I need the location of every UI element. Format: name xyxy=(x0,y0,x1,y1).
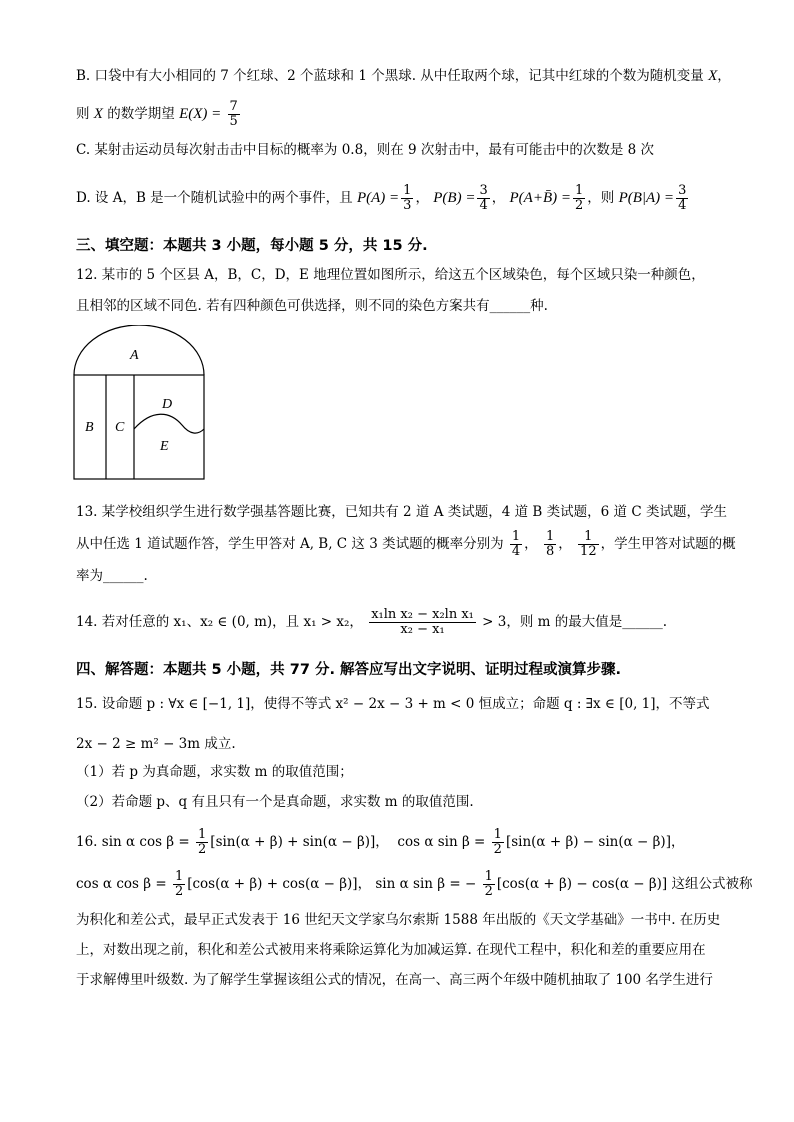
region-label-c: C xyxy=(115,420,125,435)
section-4-heading: 四、解答题：本题共 5 小题，共 77 分. 解答应写出文字说明、证明过程或演算步骤. xyxy=(76,662,622,678)
q16-formula-line2: cos α cos β = $\frac{1}{2}$ [cos(α + β) + cos(α − β)]， sin α sin β = − $\frac{1}{2}$ [cos(α + β) − cos(α − β)] 这组公式被称 xyxy=(76,869,753,899)
region-label-a: A xyxy=(130,348,139,363)
q12-line2: 且相邻的区域不同色. 若有四种颜色可供选择，则不同的染色方案共有______种. xyxy=(76,298,548,314)
option-c: C. 某射击运动员每次射击击中目标的概率为 0.8，则在 9 次射击中，最有可能击中的次数是 8 次 xyxy=(76,142,655,158)
q15-line1: 15. 设命题 p : ∀x ∈ [−1, 1]，使得不等式 x² − 2x − 3 + m < 0 恒成立；命题 q : ∃x ∈ [0, 1]，不等式 xyxy=(76,696,710,712)
q14: 14. 若对任意的 x₁、x₂ ∈ (0, m)，且 x₁ > x₂， $\frac{\text{x₁ln x₂ − x₂ln x₁}}{\text{x₂ − x₁}}$ > 3，则 m 的最大值是______. xyxy=(76,607,668,637)
region-label-b: B xyxy=(85,420,94,435)
q13-line2: 从中任选 1 道试题作答，学生甲答对 A, B, C 这 3 类试题的概率分别为 $\frac{1}{4}$ ， $\frac{1}{8}$ ， $\frac{1}{12}$ ，学生甲答对试题的概 xyxy=(76,529,736,559)
q15-part1: （1）若 p 为真命题，求实数 m 的取值范围； xyxy=(76,764,353,780)
region-diagram xyxy=(70,325,210,485)
option-b-line1: B. 口袋中有大小相同的 7 个红球、2 个蓝球和 1 个黑球. 从中任取两个球，记其中红球的个数为随机变量 X， xyxy=(76,68,731,84)
q13-line3: 率为______. xyxy=(76,568,148,584)
section-3-heading: 三、填空题：本题共 3 小题，每小题 5 分，共 15 分. xyxy=(76,238,428,254)
option-b-line2: 则 X 的数学期望 E(X) = $\frac{7}{5}$ xyxy=(76,99,238,129)
region-label-e: E xyxy=(160,439,169,454)
q16-paragraph-line2: 上，对数出现之前，积化和差公式被用来将乘除运算化为加减运算. 在现代工程中，积化和差的重要应用在 xyxy=(76,942,706,958)
q16-formula-line1: 16. sin α cos β = $\frac{1}{2}$ [sin(α + β) + sin(α − β)]， cos α sin β = $\frac{1}{2}$ [sin(α + β) − sin(α − β)]， xyxy=(76,827,685,857)
q13-line1: 13. 某学校组织学生进行数学强基答题比赛，已知共有 2 道 A 类试题，4 道 B 类试题，6 道 C 类试题，学生 xyxy=(76,504,727,520)
q15-part2: （2）若命题 p、q 有且只有一个是真命题，求实数 m 的取值范围. xyxy=(76,794,474,810)
q12-line1: 12. 某市的 5 个区县 A，B，C，D，E 地理位置如图所示，给这五个区域染色，每个区域只染一种颜色， xyxy=(76,267,705,283)
region-label-d: D xyxy=(162,397,173,412)
option-d: D. 设 A，B 是一个随机试验中的两个事件，且 P(A) = $\frac{1}{3}$ ， P(B) = $\frac{3}{4}$ ， P(A+B̄) = $\frac{1}{2}$ ，则 P(B|A) = $\frac{3}{4}$ xyxy=(76,183,687,213)
q15-line2: 2x − 2 ≥ m² − 3m 成立. xyxy=(76,736,236,752)
q16-paragraph-line1: 为积化和差公式，最早正式发表于 16 世纪天文学家乌尔索斯 1588 年出版的《天文学基础》一书中. 在历史 xyxy=(76,912,721,928)
q16-paragraph-line3: 于求解傅里叶级数. 为了解学生掌握该组公式的情况，在高一、高三两个年级中随机抽取了 100 名学生进行 xyxy=(76,972,713,988)
